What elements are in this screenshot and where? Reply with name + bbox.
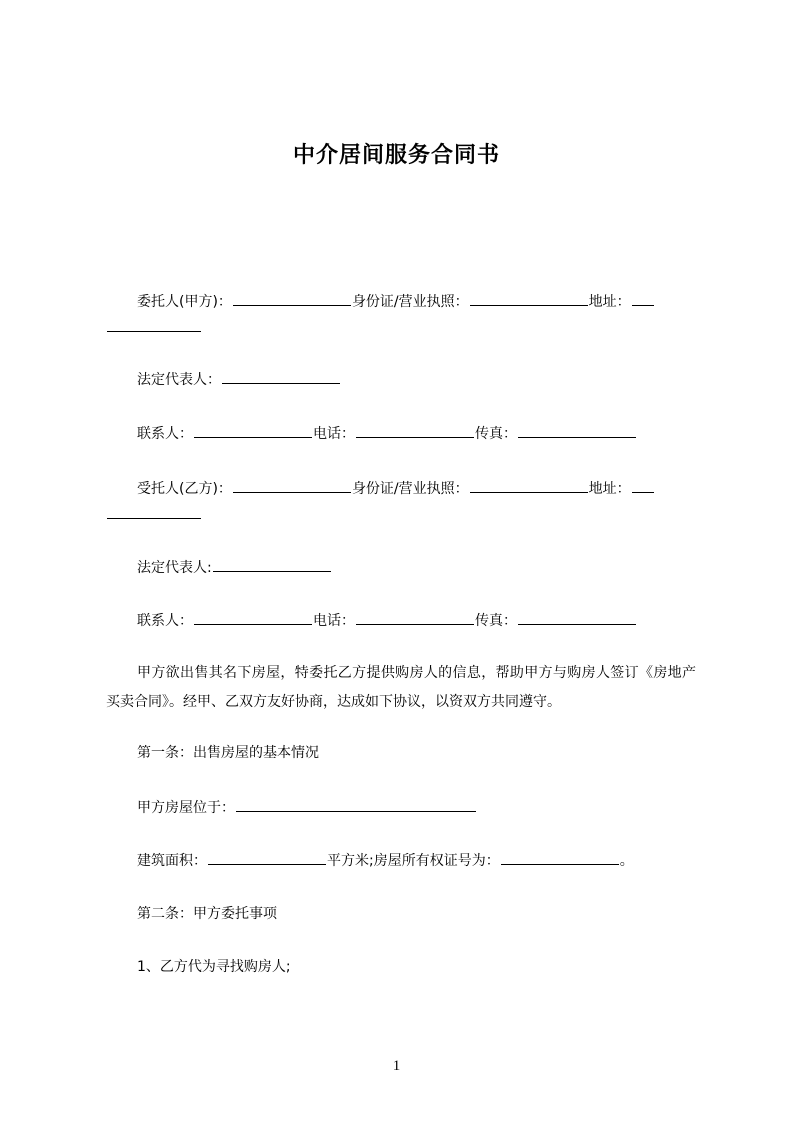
agent-line	[137, 478, 737, 500]
property-area-line	[137, 850, 737, 872]
client-contact-label: 联系人：	[137, 426, 193, 442]
client-id-blank[interactable]	[470, 291, 588, 306]
client-phone-blank[interactable]	[356, 423, 474, 438]
client-line	[137, 291, 737, 313]
agent-contact-line	[137, 610, 737, 632]
client-phone-label: 电话：	[313, 426, 355, 442]
article-2-title: 第二条：甲方委托事项	[137, 906, 277, 922]
property-location-label: 甲方房屋位于：	[137, 800, 235, 816]
property-location-line	[137, 797, 737, 819]
property-location-blank[interactable]	[236, 797, 476, 812]
agent-contact-label: 联系人：	[137, 613, 193, 629]
client-fax-blank[interactable]	[518, 423, 636, 438]
client-contact-blank[interactable]	[194, 423, 312, 438]
agent-address-blank[interactable]	[632, 478, 654, 493]
agent-address-blank-continued[interactable]	[107, 504, 201, 519]
agent-id-label: 身份证/营业执照：	[351, 481, 469, 497]
agent-legal-rep-line	[137, 557, 737, 579]
item-1: 1、乙方代为寻找购房人;	[137, 959, 291, 975]
client-legal-rep-label: 法定代表人：	[137, 372, 221, 388]
property-area-unit: 平方米;房屋所有权证号为：	[327, 853, 500, 869]
document-title: 中介居间服务合同书	[292, 143, 500, 168]
agent-phone-blank[interactable]	[356, 610, 474, 625]
client-contact-line	[137, 423, 737, 445]
property-certificate-blank[interactable]	[501, 850, 619, 865]
article-1-title: 第一条：出售房屋的基本情况	[137, 745, 319, 761]
agent-legal-rep-label: 法定代表人:	[137, 560, 212, 576]
client-address-continuation	[106, 317, 706, 339]
client-fax-label: 传真：	[475, 426, 517, 442]
agent-label: 受托人(乙方)：	[137, 481, 232, 497]
agent-id-blank[interactable]	[470, 478, 588, 493]
client-label: 委托人(甲方)：	[137, 294, 232, 310]
agent-address-label: 地址：	[588, 481, 631, 497]
property-line-period: 。	[619, 853, 634, 869]
agent-fax-blank[interactable]	[518, 610, 636, 625]
property-area-blank[interactable]	[208, 850, 326, 865]
client-address-blank-continued[interactable]	[107, 317, 201, 332]
property-area-label: 建筑面积：	[137, 853, 207, 869]
agent-name-blank[interactable]	[233, 478, 351, 493]
page-number: 1	[392, 1058, 401, 1074]
client-address-label: 地址：	[588, 294, 631, 310]
client-id-label: 身份证/营业执照：	[351, 294, 469, 310]
client-legal-rep-blank[interactable]	[222, 369, 340, 384]
client-legal-rep-line	[137, 369, 737, 391]
client-address-blank[interactable]	[632, 291, 654, 306]
agent-phone-label: 电话：	[313, 613, 355, 629]
client-name-blank[interactable]	[233, 291, 351, 306]
contract-intro: 甲方欲出售其名下房屋，特委托乙方提供购房人的信息，帮助甲方与购房人签订《房地产买卖合同》。经甲、乙双方友好协商，达成如下协议，以资双方共同遵守。	[106, 665, 696, 710]
agent-address-continuation	[106, 504, 706, 526]
agent-fax-label: 传真：	[475, 613, 517, 629]
agent-legal-rep-blank[interactable]	[213, 557, 331, 572]
agent-contact-blank[interactable]	[194, 610, 312, 625]
